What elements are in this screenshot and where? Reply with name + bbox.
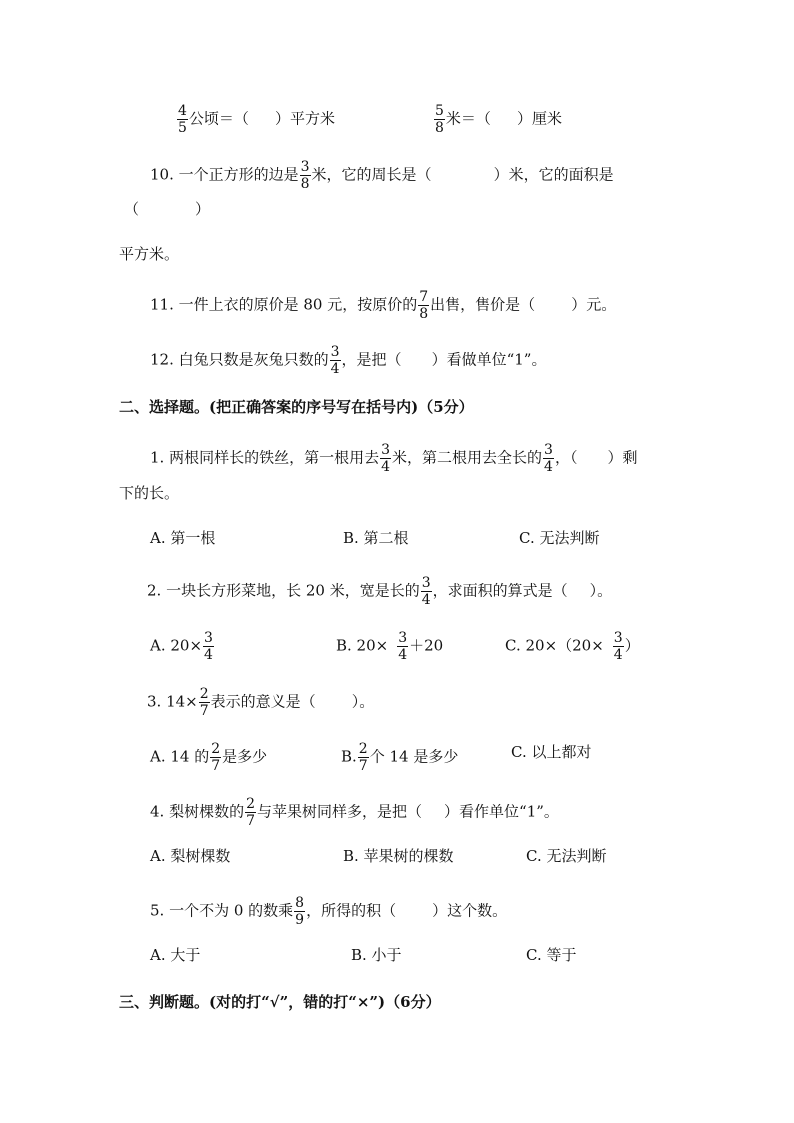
c2-option-b: B. 20× $\frac{3}{4}$ ＋20 xyxy=(336,630,444,663)
c2-option-c: C. 20×（20× $\frac{3}{4}$ ） xyxy=(505,630,640,663)
section-2-heading: 二、选择题。(把正确答案的序号写在括号内)（5分） xyxy=(119,398,474,416)
fraction: $\frac{4}{5}$ xyxy=(178,103,187,136)
q9-line xyxy=(176,104,335,135)
c3-option-a: A. 14 的 $\frac{2}{7}$ 是多少 xyxy=(150,741,268,774)
c1-option-a: A. 第一根 xyxy=(150,529,216,547)
c4-option-a: A. 梨树棵数 xyxy=(150,847,231,865)
c3-option-c: C. 以上都对 xyxy=(511,743,592,761)
fraction: $\frac{7}{8}$ xyxy=(419,289,429,322)
c1-line2: 下的长。 xyxy=(119,484,180,502)
fraction: $\frac{2}{7}$ xyxy=(211,741,221,774)
fraction: $\frac{3}{4}$ xyxy=(421,575,431,608)
q9-text-b1: 米＝（ xyxy=(445,109,491,128)
c4-option-c: C. 无法判断 xyxy=(526,847,607,865)
fraction: $\frac{8}{9}$ xyxy=(295,895,305,928)
c3-line: 3. 14× $\frac{2}{7}$ 表示的意义是（ ）。 xyxy=(147,686,375,719)
q10-line3: 平方米。 xyxy=(119,245,180,263)
fraction: $\frac{2}{7}$ xyxy=(199,686,209,719)
c2-option-a: A. 20× $\frac{3}{4}$ xyxy=(150,630,213,663)
fraction: $\frac{2}{7}$ xyxy=(246,796,256,829)
q10-mid2: ）米，它的面积是 xyxy=(493,165,614,184)
c1-option-c: C. 无法判断 xyxy=(519,529,600,547)
section-3-heading: 三、判断题。(对的打“√”，错的打“×”)（6分） xyxy=(119,993,441,1011)
fraction: $\frac{3}{4}$ xyxy=(544,442,553,475)
fraction: $\frac{5}{8}$ xyxy=(435,103,444,136)
c4-line: 4. 梨树棵数的 $\frac{2}{7}$ 与苹果树同样多，是把（ ）看作单位“1”。 xyxy=(150,796,559,829)
q10-mid: 米，它的周长是（ xyxy=(311,165,432,184)
fraction: $\frac{3}{4}$ xyxy=(398,630,408,663)
c5-option-b: B. 小于 xyxy=(351,946,402,964)
c1-line: 1. 两根同样长的铁丝，第一根用去 $\frac{3}{4}$ 米，第二根用去全长的 $\frac{3}{4}$ ，（ ）剩 xyxy=(150,442,638,475)
q11-line: 11. 一件上衣的原价是 80 元，按原价的 $\frac{7}{8}$ 出售，售价是（ ）元。 xyxy=(150,289,617,322)
c1-option-b: B. 第二根 xyxy=(343,529,409,547)
q9-text-a2: ）平方米 xyxy=(274,109,335,128)
q9-line-b xyxy=(433,104,562,135)
q10-prefix: 10. 一个正方形的边是 xyxy=(150,165,299,184)
fraction: $\frac{3}{8}$ xyxy=(300,159,310,192)
q9-text-b2: ）厘米 xyxy=(516,109,562,128)
c5-option-c: C. 等于 xyxy=(526,946,577,964)
q10-line2: （ ） xyxy=(124,200,211,218)
c5-line: 5. 一个不为 0 的数乘 $\frac{8}{9}$ ，所得的积（ ）这个数。 xyxy=(150,895,508,928)
q9-text-a1: 公顷＝（ xyxy=(188,109,249,128)
fraction: $\frac{2}{7}$ xyxy=(358,741,368,774)
c3-option-b: B. $\frac{2}{7}$ 个 14 是多少 xyxy=(341,741,459,774)
fraction: $\frac{3}{4}$ xyxy=(381,442,391,475)
q10-line xyxy=(150,160,614,191)
c2-line: 2. 一块长方形菜地，长 20 米，宽是长的 $\frac{3}{4}$ ，求面积的算式是（ ）。 xyxy=(147,575,613,608)
fraction: $\frac{3}{4}$ xyxy=(330,344,340,377)
fraction: $\frac{3}{4}$ xyxy=(204,630,213,663)
c5-option-a: A. 大于 xyxy=(150,946,201,964)
fraction: $\frac{3}{4}$ xyxy=(613,630,623,663)
q12-line: 12. 白兔只数是灰兔只数的 $\frac{3}{4}$ ，是把（ ）看做单位“1”。 xyxy=(150,344,547,377)
c4-option-b: B. 苹果树的棵数 xyxy=(343,847,454,865)
